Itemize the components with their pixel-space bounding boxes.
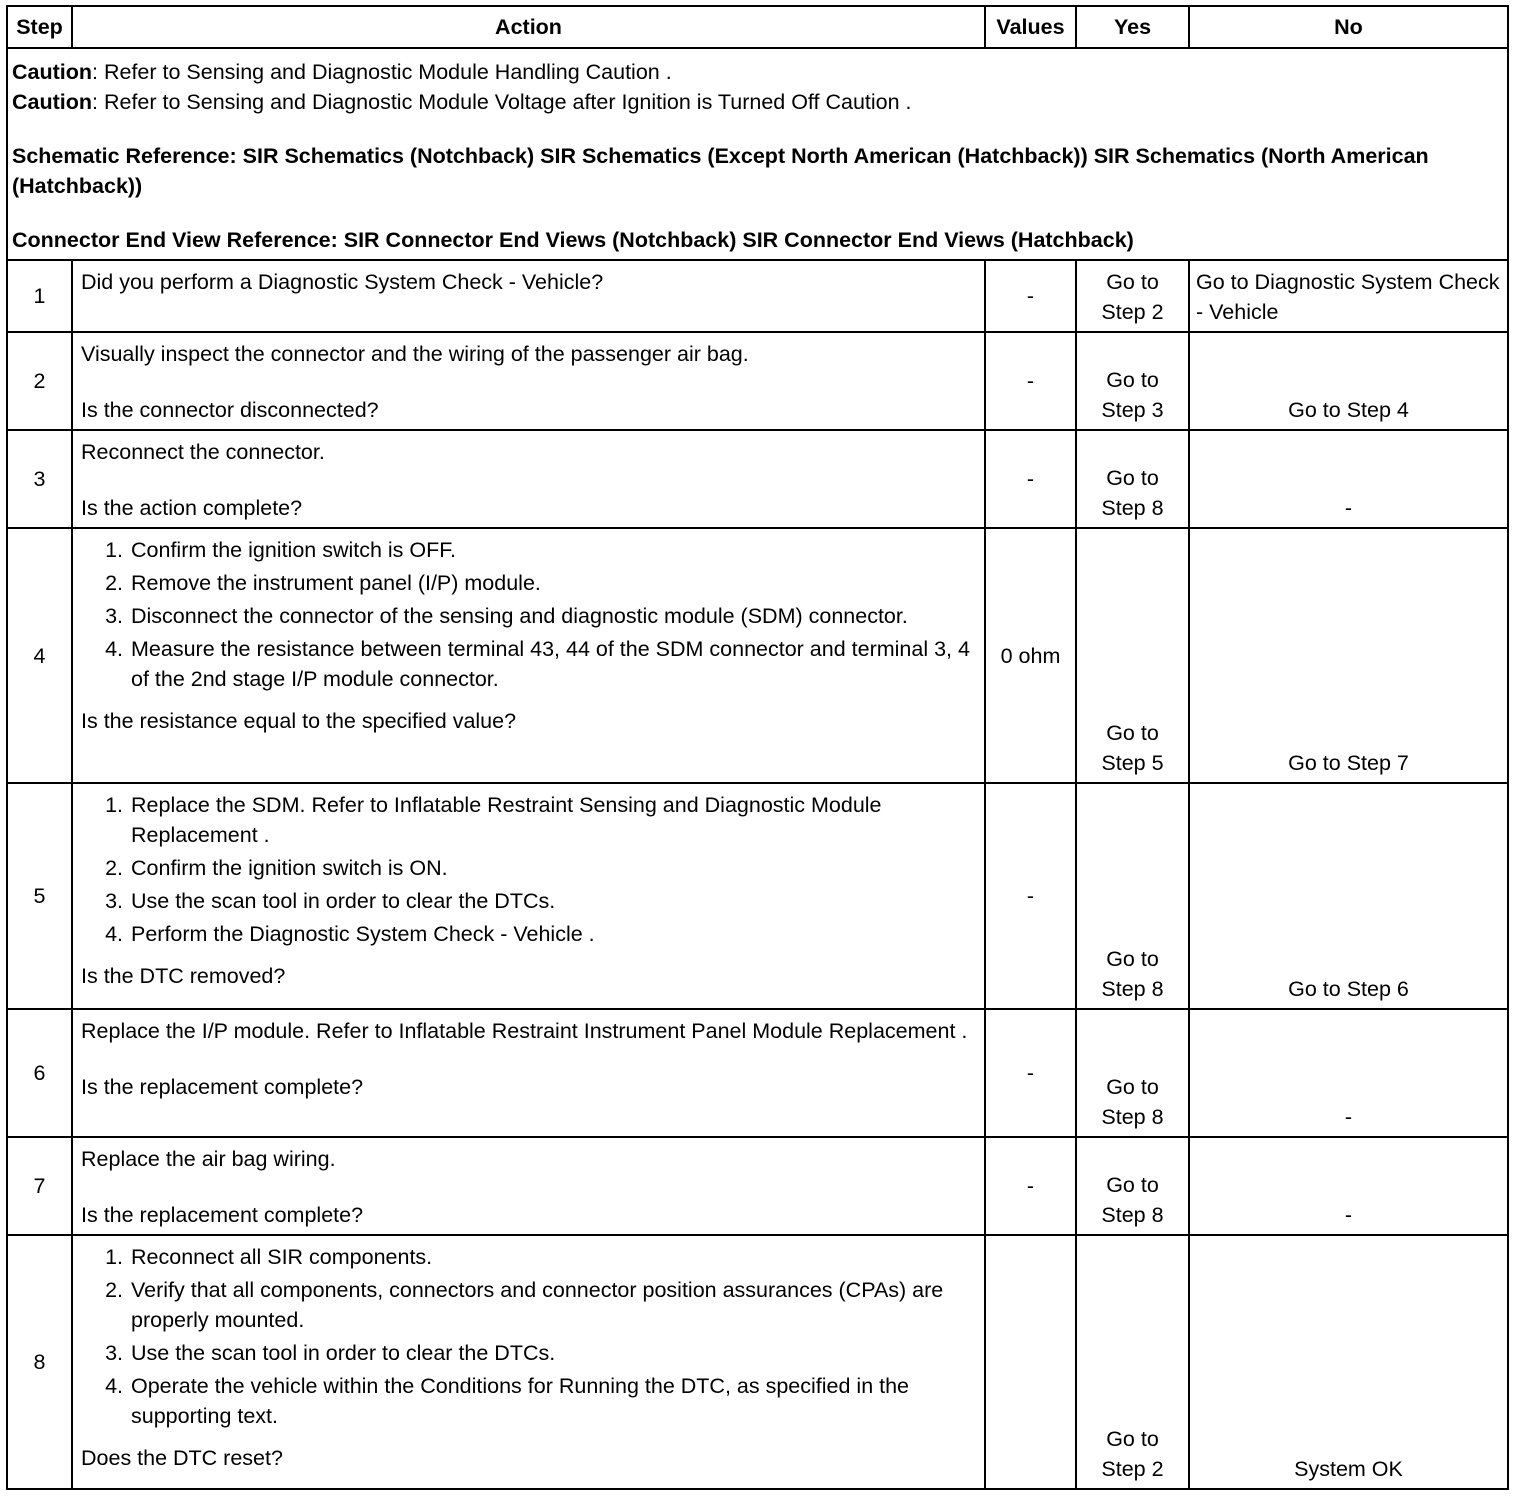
action-text: Did you perform a Diagnostic System Check - Vehicle? (72, 260, 985, 332)
header-yes: Yes (1076, 6, 1189, 48)
table-row (7, 1235, 1508, 1489)
header-step: Step (7, 6, 72, 48)
diagnostic-table (6, 5, 1509, 1490)
action-cell (72, 332, 985, 430)
table-row (7, 783, 1508, 1009)
no-cell: Go to Diagnostic System Check - Vehicle (1189, 260, 1508, 332)
action-question: Does the DTC reset? (81, 1446, 283, 1470)
action-steps (81, 790, 978, 949)
value-cell: - (985, 430, 1076, 528)
value-cell (985, 1235, 1076, 1489)
no-cell: System OK (1189, 1235, 1508, 1489)
step-number: 6 (7, 1009, 72, 1137)
action-question: Is the action complete? (81, 496, 303, 520)
connector-end-view-reference: Connector End View Reference: SIR Connector End Views (Notchback) SIR Connector End Views (Hatchback) (12, 228, 1134, 252)
action-text: Visually inspect the connector and the wiring of the passenger air bag. (81, 342, 749, 366)
diagnostic-table-document (6, 5, 1507, 1490)
list-item: 1. Reconnect all SIR components. (129, 1242, 978, 1272)
yes-cell: Go to Step 3 (1076, 332, 1189, 430)
yes-cell: Go to Step 2 (1076, 1235, 1189, 1489)
step-number: 8 (7, 1235, 72, 1489)
yes-cell: Go to Step 8 (1076, 783, 1189, 1009)
action-question: Is the resistance equal to the specified value? (81, 709, 517, 733)
list-item: 4. Measure the resistance between terminal 43, 44 of the SDM connector and terminal 3, 4 of the 2nd stage I/P module connector. (129, 634, 978, 694)
caution-label: Caution (12, 90, 93, 114)
value-cell: 0 ohm (985, 528, 1076, 783)
step-number: 7 (7, 1137, 72, 1235)
caution-cell (7, 48, 1508, 260)
action-cell (72, 1137, 985, 1235)
table-row (7, 260, 1508, 332)
action-cell (72, 528, 985, 783)
list-item: 3. Use the scan tool in order to clear the DTCs. (129, 886, 978, 916)
caution-label: Caution (12, 60, 93, 84)
header-action: Action (72, 6, 985, 48)
yes-cell: Go to Step 8 (1076, 1009, 1189, 1137)
table-row (7, 332, 1508, 430)
list-item: 2. Confirm the ignition switch is ON. (129, 853, 978, 883)
action-cell (72, 1235, 985, 1489)
value-cell: - (985, 1009, 1076, 1137)
step-number: 3 (7, 430, 72, 528)
caution-line-1 (12, 57, 1503, 87)
action-text: Reconnect the connector. (81, 440, 325, 464)
yes-cell: Go to Step 8 (1076, 430, 1189, 528)
action-cell (72, 430, 985, 528)
action-cell (72, 783, 985, 1009)
header-row (7, 6, 1508, 48)
no-cell: Go to Step 4 (1189, 332, 1508, 430)
value-cell: - (985, 1137, 1076, 1235)
caution-text-1: : Refer to Sensing and Diagnostic Module Handling Caution . (92, 60, 672, 84)
yes-cell: Go to Step 8 (1076, 1137, 1189, 1235)
no-cell: - (1189, 1009, 1508, 1137)
table-row (7, 1009, 1508, 1137)
action-question: Is the replacement complete? (81, 1203, 364, 1227)
step-number: 1 (7, 260, 72, 332)
action-question: Is the connector disconnected? (81, 398, 379, 422)
step-number: 2 (7, 332, 72, 430)
action-steps (81, 535, 978, 694)
value-cell: - (985, 332, 1076, 430)
table-row (7, 1137, 1508, 1235)
yes-cell: Go to Step 5 (1076, 528, 1189, 783)
yes-cell: Go to Step 2 (1076, 260, 1189, 332)
caution-line-2 (12, 87, 1503, 117)
list-item: 2. Verify that all components, connectors and connector position assurances (CPAs) are properly mounted. (129, 1275, 978, 1335)
no-cell: Go to Step 7 (1189, 528, 1508, 783)
no-cell: - (1189, 1137, 1508, 1235)
no-cell: - (1189, 430, 1508, 528)
action-question: Is the DTC removed? (81, 964, 286, 988)
no-cell: Go to Step 6 (1189, 783, 1508, 1009)
list-item: 3. Disconnect the connector of the sensing and diagnostic module (SDM) connector. (129, 601, 978, 631)
caution-text-2: : Refer to Sensing and Diagnostic Module Voltage after Ignition is Turned Off Caution . (92, 90, 912, 114)
value-cell: - (985, 260, 1076, 332)
action-text: Replace the air bag wiring. (81, 1147, 336, 1171)
list-item: 3. Use the scan tool in order to clear the DTCs. (129, 1338, 978, 1368)
caution-row (7, 48, 1508, 260)
list-item: 1. Replace the SDM. Refer to Inflatable Restraint Sensing and Diagnostic Module Replacement . (129, 790, 978, 850)
step-number: 5 (7, 783, 72, 1009)
table-row (7, 430, 1508, 528)
action-question: Is the replacement complete? (81, 1075, 364, 1099)
list-item: 4. Perform the Diagnostic System Check - Vehicle . (129, 919, 978, 949)
step-number: 4 (7, 528, 72, 783)
action-text: Replace the I/P module. Refer to Inflatable Restraint Instrument Panel Module Replacement . (81, 1019, 968, 1043)
value-cell: - (985, 783, 1076, 1009)
schematic-reference: Schematic Reference: SIR Schematics (Notchback) SIR Schematics (Except North American (Hatchback)) SIR Schematics (North American (Hatchback)) (12, 144, 1429, 198)
list-item: 1. Confirm the ignition switch is OFF. (129, 535, 978, 565)
list-item: 4. Operate the vehicle within the Conditions for Running the DTC, as specified in the supporting text. (129, 1371, 978, 1431)
header-no: No (1189, 6, 1508, 48)
action-cell (72, 1009, 985, 1137)
action-steps (81, 1242, 978, 1431)
header-values: Values (985, 6, 1076, 48)
list-item: 2. Remove the instrument panel (I/P) module. (129, 568, 978, 598)
table-row (7, 528, 1508, 783)
